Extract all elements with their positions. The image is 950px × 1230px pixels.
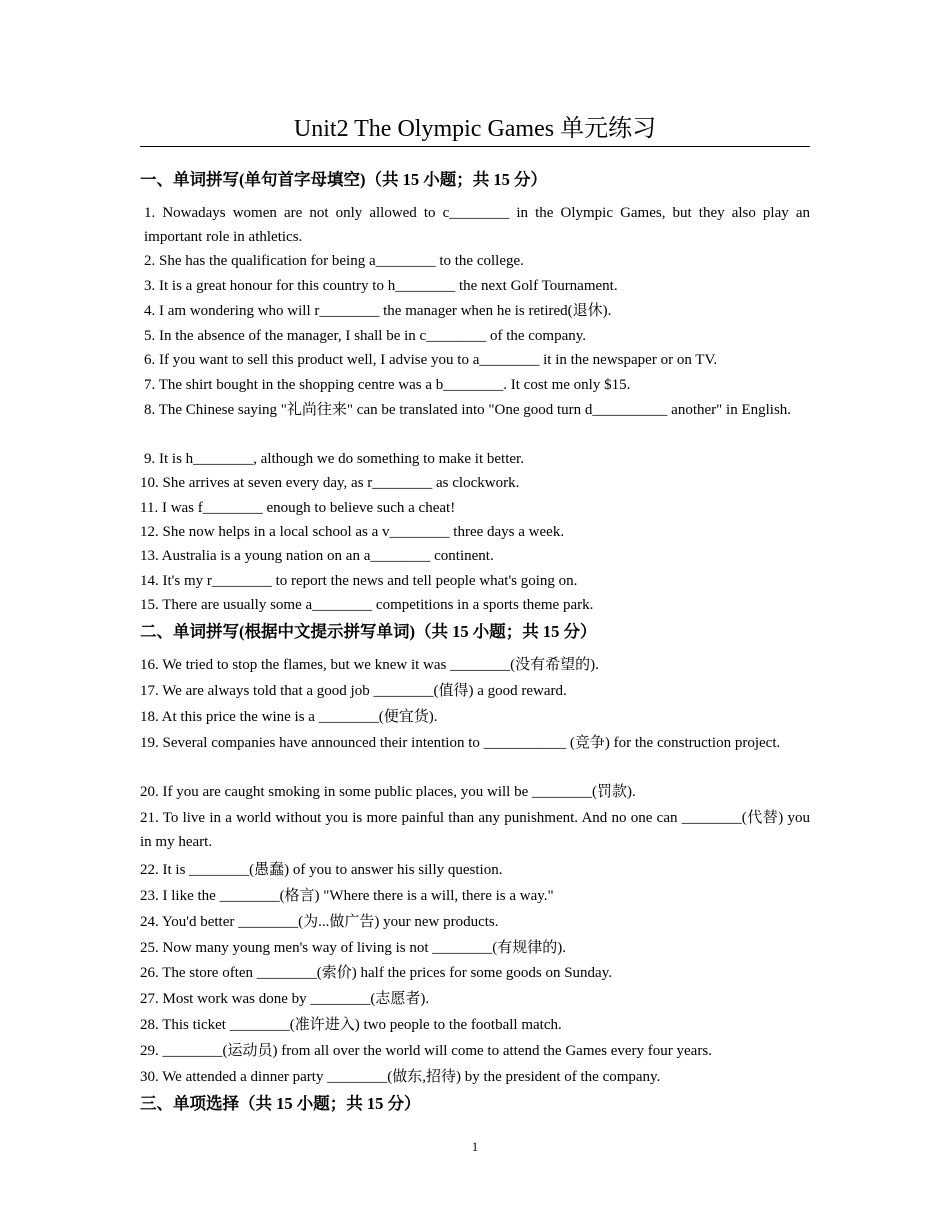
- question-24: 24. You'd better ________(为...做广告) your new products.: [140, 914, 499, 930]
- question-23: 23. I like the ________(格言) "Where there is a will, there is a way.": [140, 888, 554, 904]
- page-number: 1: [471, 1140, 479, 1154]
- question-21: 21. To live in a world without you is more painful than any punishment. And no one can ________(代替) you in my heart.: [140, 810, 810, 850]
- section-heading-3: 三、单项选择（共 15 小题；共 15 分）: [140, 1094, 421, 1113]
- section-heading-2: 二、单词拼写(根据中文提示拼写单词)（共 15 小题；共 15 分）: [140, 622, 597, 641]
- question-5: 5. In the absence of the manager, I shall be in c________ of the company.: [144, 328, 587, 344]
- question-20: 20. If you are caught smoking in some public places, you will be ________(罚款).: [140, 784, 636, 800]
- question-1: 1. Nowadays women are not only allowed to c________ in the Olympic Games, but they also play an important role in athletics.: [144, 205, 810, 245]
- question-29: 29. ________(运动员) from all over the world will come to attend the Games every four years.: [140, 1043, 712, 1059]
- question-7: 7. The shirt bought in the shopping centre was a b________. It cost me only $15.: [144, 377, 631, 393]
- question-28: 28. This ticket ________(准许进入) two people to the football match.: [140, 1017, 562, 1033]
- question-6: 6. If you want to sell this product well, I advise you to a________ it in the newspaper or on TV.: [144, 352, 718, 368]
- question-8: 8. The Chinese saying "礼尚往来" can be translated into "One good turn d__________ another" in English.: [144, 402, 792, 418]
- question-19: 19. Several companies have announced their intention to ___________ (竞争) for the construction project.: [140, 735, 781, 751]
- question-4: 4. I am wondering who will r________ the manager when he is retired(退休).: [144, 303, 612, 319]
- question-15: 15. There are usually some a________ competitions in a sports theme park.: [140, 597, 594, 613]
- section-heading-1: 一、单词拼写(单句首字母填空)（共 15 小题；共 15 分）: [140, 170, 547, 189]
- question-22: 22. It is ________(愚蠢) of you to answer his silly question.: [140, 862, 503, 878]
- question-12: 12. She now helps in a local school as a v________ three days a week.: [140, 524, 565, 540]
- question-27: 27. Most work was done by ________(志愿者).: [140, 991, 430, 1007]
- question-26: 26. The store often ________(索价) half the prices for some goods on Sunday.: [140, 965, 612, 981]
- question-25: 25. Now many young men's way of living is not ________(有规律的).: [140, 940, 567, 956]
- question-3: 3. It is a great honour for this country to h________ the next Golf Tournament.: [144, 278, 618, 294]
- question-16: 16. We tried to stop the flames, but we knew it was ________(没有希望的).: [140, 657, 599, 673]
- question-13: 13. Australia is a young nation on an a________ continent.: [140, 548, 494, 564]
- question-10: 10. She arrives at seven every day, as r________ as clockwork.: [140, 475, 520, 491]
- question-9: 9. It is h________, although we do something to make it better.: [144, 451, 524, 467]
- question-18: 18. At this price the wine is a ________(便宜货).: [140, 709, 438, 725]
- question-30: 30. We attended a dinner party ________(做东,招待) by the president of the company.: [140, 1069, 661, 1085]
- question-17: 17. We are always told that a good job ________(值得) a good reward.: [140, 683, 567, 699]
- document-title: Unit2 The Olympic Games 单元练习: [140, 112, 810, 147]
- question-14: 14. It's my r________ to report the news and tell people what's going on.: [140, 573, 578, 589]
- question-11: 11. I was f________ enough to believe such a cheat!: [140, 500, 456, 516]
- question-2: 2. She has the qualification for being a________ to the college.: [144, 253, 524, 269]
